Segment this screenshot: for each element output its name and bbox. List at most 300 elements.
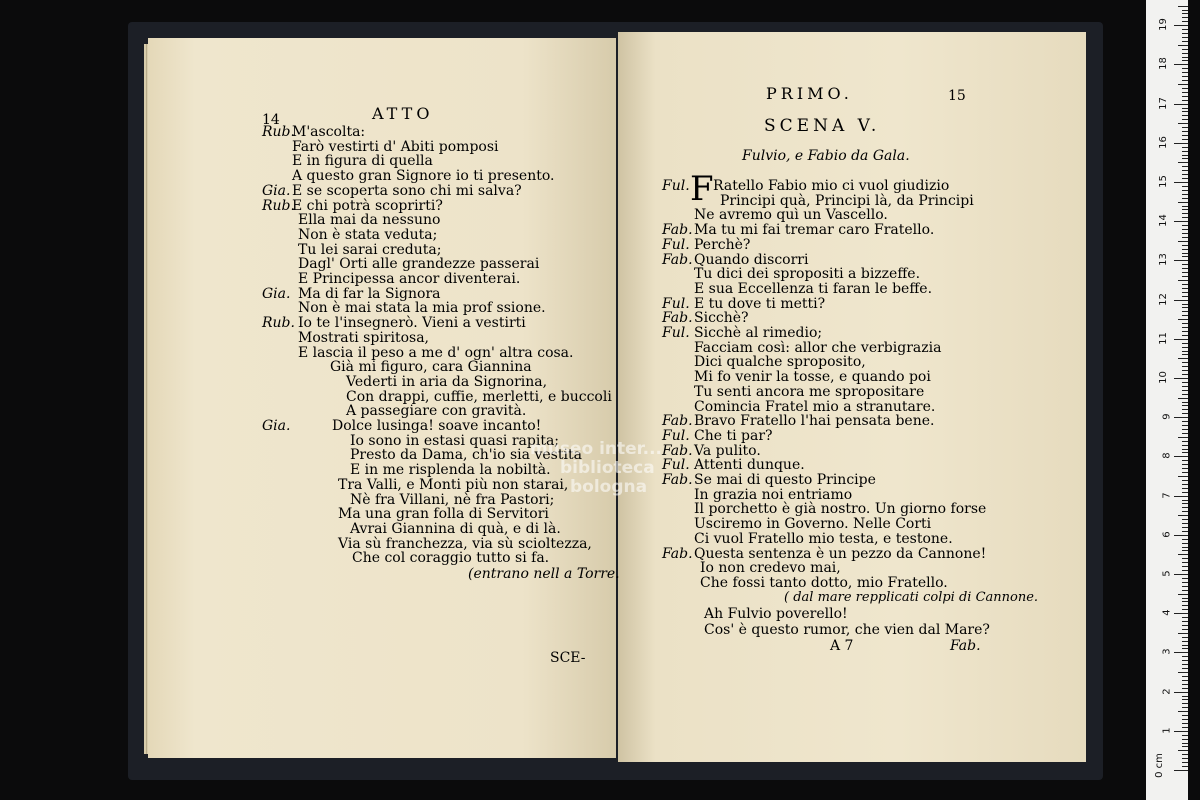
ruler-tick xyxy=(1182,500,1188,501)
ruler-tick xyxy=(1182,209,1188,210)
ruler-number: 2 xyxy=(1161,687,1173,695)
ruler-tick xyxy=(1182,217,1188,218)
ruler-tick xyxy=(1182,327,1188,328)
verse-line: In grazia noi entriamo xyxy=(694,486,853,503)
verse-line: Il porchetto è già nostro. Un giorno forse xyxy=(694,501,987,518)
ruler-tick xyxy=(1174,417,1188,418)
ruler-tick xyxy=(1182,507,1188,508)
left-stage-direction: (entrano nell a Torre. xyxy=(468,566,620,582)
speaker-label: Ful. xyxy=(662,236,690,253)
ruler-tick xyxy=(1182,570,1188,571)
ruler-number: 6 xyxy=(1161,531,1173,538)
ruler-tick xyxy=(1182,155,1188,156)
verse-line: Dagl' Orti alle grandezze passerai xyxy=(298,256,540,273)
ruler-number: 8 xyxy=(1161,452,1173,460)
verse-line: Farò vestirti d' Abiti pomposi xyxy=(292,138,499,155)
ruler-tick xyxy=(1182,452,1188,453)
ruler-tick xyxy=(1182,288,1188,289)
left-page-number: 14 xyxy=(262,112,280,128)
ruler-tick xyxy=(1182,60,1188,61)
left-running-head: ATTO xyxy=(372,104,434,123)
ruler-tick xyxy=(1182,539,1188,540)
ruler-tick xyxy=(1178,280,1188,281)
watermark-line: bologna xyxy=(570,477,648,497)
ruler-number: 1 xyxy=(1161,727,1173,734)
ruler-tick xyxy=(1182,237,1188,238)
ruler-tick xyxy=(1182,735,1188,736)
ruler-tick xyxy=(1182,511,1188,512)
verse-line: Ah Fulvio poverello! xyxy=(704,606,848,622)
speaker-label: Fab. xyxy=(662,310,693,327)
ruler-tick xyxy=(1182,115,1188,116)
ruler-tick xyxy=(1182,272,1188,273)
ruler-tick xyxy=(1182,198,1188,199)
verse-line: Già mi figuro, cara Giannina xyxy=(330,359,532,376)
watermark-line: biblioteca xyxy=(560,458,655,478)
ruler-tick xyxy=(1182,245,1188,246)
ruler-tick xyxy=(1182,131,1188,132)
speaker-label: Rub. xyxy=(262,315,295,332)
ruler-tick xyxy=(1182,460,1188,461)
verse-line: Tu senti ancora me spropositare xyxy=(694,383,925,400)
ruler-number: 18 xyxy=(1158,57,1170,71)
ruler-tick xyxy=(1182,480,1188,481)
ruler-tick xyxy=(1182,637,1188,638)
ruler-tick xyxy=(1182,558,1188,559)
right-catchword: Fab. xyxy=(950,638,981,654)
ruler-tick xyxy=(1182,264,1188,265)
ruler-tick xyxy=(1182,578,1188,579)
drop-cap: F xyxy=(690,169,714,209)
ruler-tick xyxy=(1182,605,1188,606)
ruler-number: 9 xyxy=(1161,413,1173,420)
ruler-tick xyxy=(1174,456,1188,457)
ruler-tick xyxy=(1182,707,1188,708)
speaker-label: Fab. xyxy=(662,442,693,459)
ruler-tick xyxy=(1182,139,1188,140)
ruler-tick xyxy=(1182,88,1188,89)
verse-line: Io sono in estasi quasi rapita; xyxy=(350,432,560,449)
verse-line: Nè fra Villani, nè fra Pastori; xyxy=(350,491,555,508)
verse-line: Principi quà, Principi là, da Principi xyxy=(720,192,974,209)
verse-line: Avrai Giannina di quà, e di là. xyxy=(350,520,561,537)
ruler-tick xyxy=(1182,762,1188,763)
ruler-tick xyxy=(1174,613,1188,614)
ruler-number: 10 xyxy=(1158,371,1170,384)
speaker-label: Fab. xyxy=(662,545,693,562)
ruler-tick xyxy=(1178,750,1188,751)
ruler-tick xyxy=(1182,409,1188,410)
ruler-tick xyxy=(1182,488,1188,489)
ruler-tick xyxy=(1178,45,1188,46)
ruler-tick xyxy=(1182,719,1188,720)
ruler-tick xyxy=(1182,315,1188,316)
ruler-unit-label: 0 cm xyxy=(1154,753,1166,778)
ruler-tick xyxy=(1182,429,1188,430)
verse-line: Con drappi, cuffie, merletti, e buccoli xyxy=(346,388,612,405)
ruler-tick xyxy=(1182,158,1188,159)
ruler-tick xyxy=(1182,68,1188,69)
ruler-tick xyxy=(1182,550,1188,551)
ruler-tick xyxy=(1182,296,1188,297)
verse-line: Facciam così: allor che verbigrazia xyxy=(694,339,942,356)
ruler-tick xyxy=(1182,656,1188,657)
ruler-tick xyxy=(1182,354,1188,355)
ruler-tick xyxy=(1174,143,1188,144)
ruler-tick xyxy=(1174,574,1188,575)
ruler-tick xyxy=(1182,739,1188,740)
ruler-tick xyxy=(1182,233,1188,234)
ruler-tick xyxy=(1182,629,1188,630)
verse-line: Via sù franchezza, via sù scioltezza, xyxy=(338,535,592,552)
verse-line: Ma tu mi fai tremar caro Fratello. xyxy=(694,222,935,239)
signature-mark: A 7 xyxy=(830,638,854,654)
ruler-tick xyxy=(1182,413,1188,414)
verse-line: Mi fo venir la tosse, e quando poi xyxy=(694,369,931,386)
ruler-tick xyxy=(1182,386,1188,387)
ruler-tick xyxy=(1182,625,1188,626)
ruler-tick xyxy=(1182,256,1188,257)
ruler-tick xyxy=(1174,260,1188,261)
speaker-label: Gia. xyxy=(262,285,291,302)
verse-line: Bravo Fratello l'hai pensata bene. xyxy=(694,413,935,430)
speaker-label: Gia. xyxy=(262,418,291,434)
verse-line: A questo gran Signore io ti presento. xyxy=(292,168,555,185)
ruler-tick xyxy=(1182,464,1188,465)
ruler-tick xyxy=(1182,441,1188,442)
ruler-tick xyxy=(1178,202,1188,203)
ruler-tick xyxy=(1182,178,1188,179)
ruler-tick xyxy=(1174,182,1188,183)
ruler-tick xyxy=(1174,300,1188,301)
verse-line: E tu dove ti metti? xyxy=(694,295,826,312)
ruler-tick xyxy=(1182,645,1188,646)
verse-line: Questa sentenza è un pezzo da Cannone! xyxy=(694,545,987,562)
ruler-tick xyxy=(1182,343,1188,344)
ruler-tick xyxy=(1182,586,1188,587)
ruler-tick xyxy=(1182,566,1188,567)
ruler-tick xyxy=(1182,394,1188,395)
ruler-number: 17 xyxy=(1158,96,1170,110)
ruler-tick xyxy=(1182,268,1188,269)
ruler-tick xyxy=(1182,347,1188,348)
ruler-tick xyxy=(1182,253,1188,254)
ruler-tick xyxy=(1182,362,1188,363)
verse-line: Vederti in aria da Signorina, xyxy=(346,373,548,390)
ruler-tick xyxy=(1178,162,1188,163)
ruler-tick xyxy=(1182,284,1188,285)
left-catchword: SCE- xyxy=(550,650,586,666)
ruler-tick xyxy=(1182,29,1188,30)
ruler-tick xyxy=(1182,660,1188,661)
speaker-label: Ful. xyxy=(662,427,690,444)
ruler-tick xyxy=(1182,680,1188,681)
ruler-tick xyxy=(1174,496,1188,497)
ruler-tick xyxy=(1174,378,1188,379)
ruler-tick xyxy=(1182,72,1188,73)
ruler-tick xyxy=(1182,684,1188,685)
ruler-tick xyxy=(1182,33,1188,34)
ruler-tick xyxy=(1182,543,1188,544)
ruler-tick xyxy=(1174,25,1188,26)
verse-line: Non è mai stata la mia prof ssione. xyxy=(298,300,546,317)
scene-title: SCENA V. xyxy=(764,116,881,136)
ruler-tick xyxy=(1182,100,1188,101)
verse-line: Che col coraggio tutto si fa. xyxy=(352,550,550,567)
ruler-tick xyxy=(1174,221,1188,222)
ruler-tick xyxy=(1174,339,1188,340)
ruler-tick xyxy=(1178,358,1188,359)
ruler-tick xyxy=(1178,672,1188,673)
verse-line: Che fossi tanto dotto, mio Fratello. xyxy=(700,574,948,591)
verse-line: A passegiare con gravità. xyxy=(346,403,527,420)
ruler-tick xyxy=(1182,746,1188,747)
ruler-tick xyxy=(1182,648,1188,649)
ruler-tick xyxy=(1178,241,1188,242)
ruler-number: 3 xyxy=(1161,648,1173,656)
ruler-tick xyxy=(1182,366,1188,367)
ruler-tick xyxy=(1182,743,1188,744)
ruler-tick xyxy=(1182,703,1188,704)
verse-line: M'ascolta: xyxy=(292,124,366,140)
ruler-tick xyxy=(1182,421,1188,422)
ruler-tick xyxy=(1182,370,1188,371)
ruler-tick xyxy=(1182,80,1188,81)
ruler-tick xyxy=(1178,633,1188,634)
verse-line: Sicchè al rimedio; xyxy=(694,325,823,341)
ruler-tick xyxy=(1182,503,1188,504)
ruler-number: 13 xyxy=(1158,253,1170,267)
verse-line: Sicchè? xyxy=(694,310,749,327)
ruler-tick xyxy=(1182,186,1188,187)
ruler-tick xyxy=(1182,76,1188,77)
ruler-tick xyxy=(1182,57,1188,58)
ruler-tick xyxy=(1182,699,1188,700)
ruler-tick xyxy=(1174,64,1188,65)
ruler-tick xyxy=(1182,213,1188,214)
ruler-tick xyxy=(1182,754,1188,755)
verse-line: Se mai di questo Principe xyxy=(694,472,876,488)
ruler-tick xyxy=(1182,206,1188,207)
ruler-tick xyxy=(1178,515,1188,516)
ruler-tick xyxy=(1182,170,1188,171)
ruler-number: 4 xyxy=(1161,609,1173,616)
ruler-tick xyxy=(1182,111,1188,112)
ruler-tick xyxy=(1182,13,1188,14)
ruler-tick xyxy=(1174,692,1188,693)
ruler-tick xyxy=(1182,715,1188,716)
ruler-tick xyxy=(1182,135,1188,136)
ruler-tick xyxy=(1182,382,1188,383)
verse-line: Presto da Dama, ch'io sia vestita xyxy=(350,447,582,464)
ruler-tick xyxy=(1182,374,1188,375)
ruler-tick xyxy=(1182,127,1188,128)
ruler-number: 11 xyxy=(1158,331,1170,345)
ruler-tick xyxy=(1174,770,1188,771)
ruler-tick xyxy=(1182,229,1188,230)
verse-line: E lascia il peso a me d' ogn' altra cosa. xyxy=(298,344,574,361)
ruler-tick xyxy=(1182,433,1188,434)
ruler-tick xyxy=(1178,554,1188,555)
ruler-tick xyxy=(1182,41,1188,42)
ruler-tick xyxy=(1178,398,1188,399)
ruler-tick xyxy=(1182,492,1188,493)
ruler-tick xyxy=(1182,609,1188,610)
ruler-tick xyxy=(1174,104,1188,105)
ruler-tick xyxy=(1174,731,1188,732)
verse-line: Quando discorri xyxy=(694,251,809,268)
ruler-tick xyxy=(1178,319,1188,320)
ruler-tick xyxy=(1182,445,1188,446)
verse-line: Ma una gran folla di Servitori xyxy=(338,506,549,523)
scene-characters: Fulvio, e Fabio da Gala. xyxy=(742,148,910,164)
verse-line: E Principessa ancor diventerai. xyxy=(298,271,521,287)
ruler-tick xyxy=(1182,621,1188,622)
verse-line: Io non credevo mai, xyxy=(700,560,841,577)
verse-line: Ratello Fabio mio ci vuol giudizio xyxy=(713,178,950,194)
ruler-tick xyxy=(1182,249,1188,250)
verse-line: Va pulito. xyxy=(694,442,761,459)
ruler-tick xyxy=(1182,617,1188,618)
right-running-head: PRIMO. xyxy=(766,84,853,103)
ruler-tick xyxy=(1182,547,1188,548)
ruler-tick xyxy=(1174,535,1188,536)
ruler-tick xyxy=(1182,174,1188,175)
watermark-line: museo inter... xyxy=(530,439,662,459)
verse-line: E in me risplenda la nobiltà. xyxy=(350,462,551,479)
ruler-tick xyxy=(1182,523,1188,524)
verse-line: E in figura di quella xyxy=(292,153,433,170)
right-stage-direction: ( dal mare repplicati colpi di Cannone. xyxy=(784,590,1039,605)
verse-line: Tu dici dei spropositi a bizzeffe. xyxy=(694,266,921,283)
ruler-tick xyxy=(1182,304,1188,305)
verse-line: Usciremo in Governo. Nelle Corti xyxy=(694,516,932,533)
verse-line: Ne avremo quì un Vascello. xyxy=(694,207,888,224)
verse-line: Tra Valli, e Monti più non starai, xyxy=(338,476,569,493)
ruler-number: 7 xyxy=(1161,491,1173,499)
verse-line: E chi potrà scoprirti? xyxy=(292,197,443,214)
ruler-tick xyxy=(1178,711,1188,712)
ruler-tick xyxy=(1182,696,1188,697)
speaker-label: Fab. xyxy=(662,472,693,488)
ruler-tick xyxy=(1182,562,1188,563)
ruler-tick xyxy=(1182,727,1188,728)
ruler-tick xyxy=(1182,390,1188,391)
ruler-tick xyxy=(1182,92,1188,93)
verse-line: Ci vuol Fratello mio testa, e testone. xyxy=(694,530,953,547)
ruler-number: 5 xyxy=(1161,570,1173,577)
speaker-label: Fab. xyxy=(662,251,693,268)
ruler-number: 16 xyxy=(1158,135,1170,149)
ruler-tick xyxy=(1182,151,1188,152)
ruler-tick xyxy=(1182,331,1188,332)
verse-line: Dolce lusinga! soave incanto! xyxy=(332,418,542,434)
verse-line: Ella mai da nessuno xyxy=(298,212,441,229)
ruler-tick xyxy=(1182,351,1188,352)
speaker-label: Rub. xyxy=(262,124,295,140)
ruler-tick xyxy=(1182,676,1188,677)
speaker-label: Ful. xyxy=(662,457,690,474)
verse-line: E se scoperta sono chi mi salva? xyxy=(292,182,522,199)
ruler-tick xyxy=(1182,194,1188,195)
ruler-tick xyxy=(1182,688,1188,689)
ruler-tick xyxy=(1182,37,1188,38)
ruler-number: 15 xyxy=(1158,175,1170,188)
ruler-tick xyxy=(1182,335,1188,336)
ruler-tick xyxy=(1182,590,1188,591)
speaker-label: Ful. xyxy=(662,178,690,194)
ruler-tick xyxy=(1182,96,1188,97)
ruler-tick xyxy=(1182,598,1188,599)
ruler-tick xyxy=(1182,484,1188,485)
ruler-tick xyxy=(1182,108,1188,109)
ruler-tick xyxy=(1182,119,1188,120)
ruler-tick xyxy=(1182,53,1188,54)
ruler-tick xyxy=(1182,641,1188,642)
verse-line: E sua Eccellenza ti faran le beffe. xyxy=(694,280,933,297)
verse-line: Tu lei sarai creduta; xyxy=(298,241,442,258)
ruler-tick xyxy=(1182,166,1188,167)
ruler-tick xyxy=(1182,307,1188,308)
ruler-tick xyxy=(1182,323,1188,324)
verse-line: Attenti dunque. xyxy=(694,457,805,474)
ruler-tick xyxy=(1182,601,1188,602)
ruler-tick xyxy=(1182,425,1188,426)
ruler-number: 14 xyxy=(1158,214,1170,228)
ruler-number: 19 xyxy=(1158,18,1170,32)
verse-line: Dici qualche sproposito, xyxy=(694,354,866,371)
verse-line: Ma di far la Signora xyxy=(298,285,441,302)
ruler-tick xyxy=(1178,594,1188,595)
speaker-label: Fab. xyxy=(662,222,693,239)
speaker-label: Ful. xyxy=(662,325,690,341)
speaker-label: Ful. xyxy=(662,295,690,312)
ruler-tick xyxy=(1178,84,1188,85)
ruler-tick xyxy=(1182,225,1188,226)
ruler-tick xyxy=(1182,519,1188,520)
ruler-tick xyxy=(1182,472,1188,473)
speaker-label: Fab. xyxy=(662,413,693,430)
verse-line: Che ti par? xyxy=(694,427,773,444)
ruler-tick xyxy=(1178,437,1188,438)
ruler-tick xyxy=(1174,652,1188,653)
verse-line: Mostrati spiritosa, xyxy=(298,329,429,346)
measurement-ruler xyxy=(1146,0,1188,800)
ruler-tick xyxy=(1182,405,1188,406)
ruler-tick xyxy=(1182,402,1188,403)
speaker-label: Rub. xyxy=(262,197,295,214)
ruler-tick xyxy=(1178,476,1188,477)
ruler-tick xyxy=(1182,664,1188,665)
ruler-number: 12 xyxy=(1158,292,1170,306)
ruler-tick xyxy=(1178,6,1188,7)
ruler-tick xyxy=(1182,468,1188,469)
ruler-tick xyxy=(1182,758,1188,759)
speaker-label: Gia. xyxy=(262,182,291,199)
ruler-tick xyxy=(1182,147,1188,148)
ruler-tick xyxy=(1182,21,1188,22)
ruler-tick xyxy=(1182,311,1188,312)
ruler-tick xyxy=(1182,668,1188,669)
ruler-tick xyxy=(1182,276,1188,277)
ruler-tick xyxy=(1178,123,1188,124)
ruler-tick xyxy=(1182,582,1188,583)
library-watermark xyxy=(530,440,662,497)
ruler-tick xyxy=(1182,449,1188,450)
ruler-tick xyxy=(1182,723,1188,724)
verse-line: Perchè? xyxy=(694,236,751,253)
ruler-tick xyxy=(1182,17,1188,18)
